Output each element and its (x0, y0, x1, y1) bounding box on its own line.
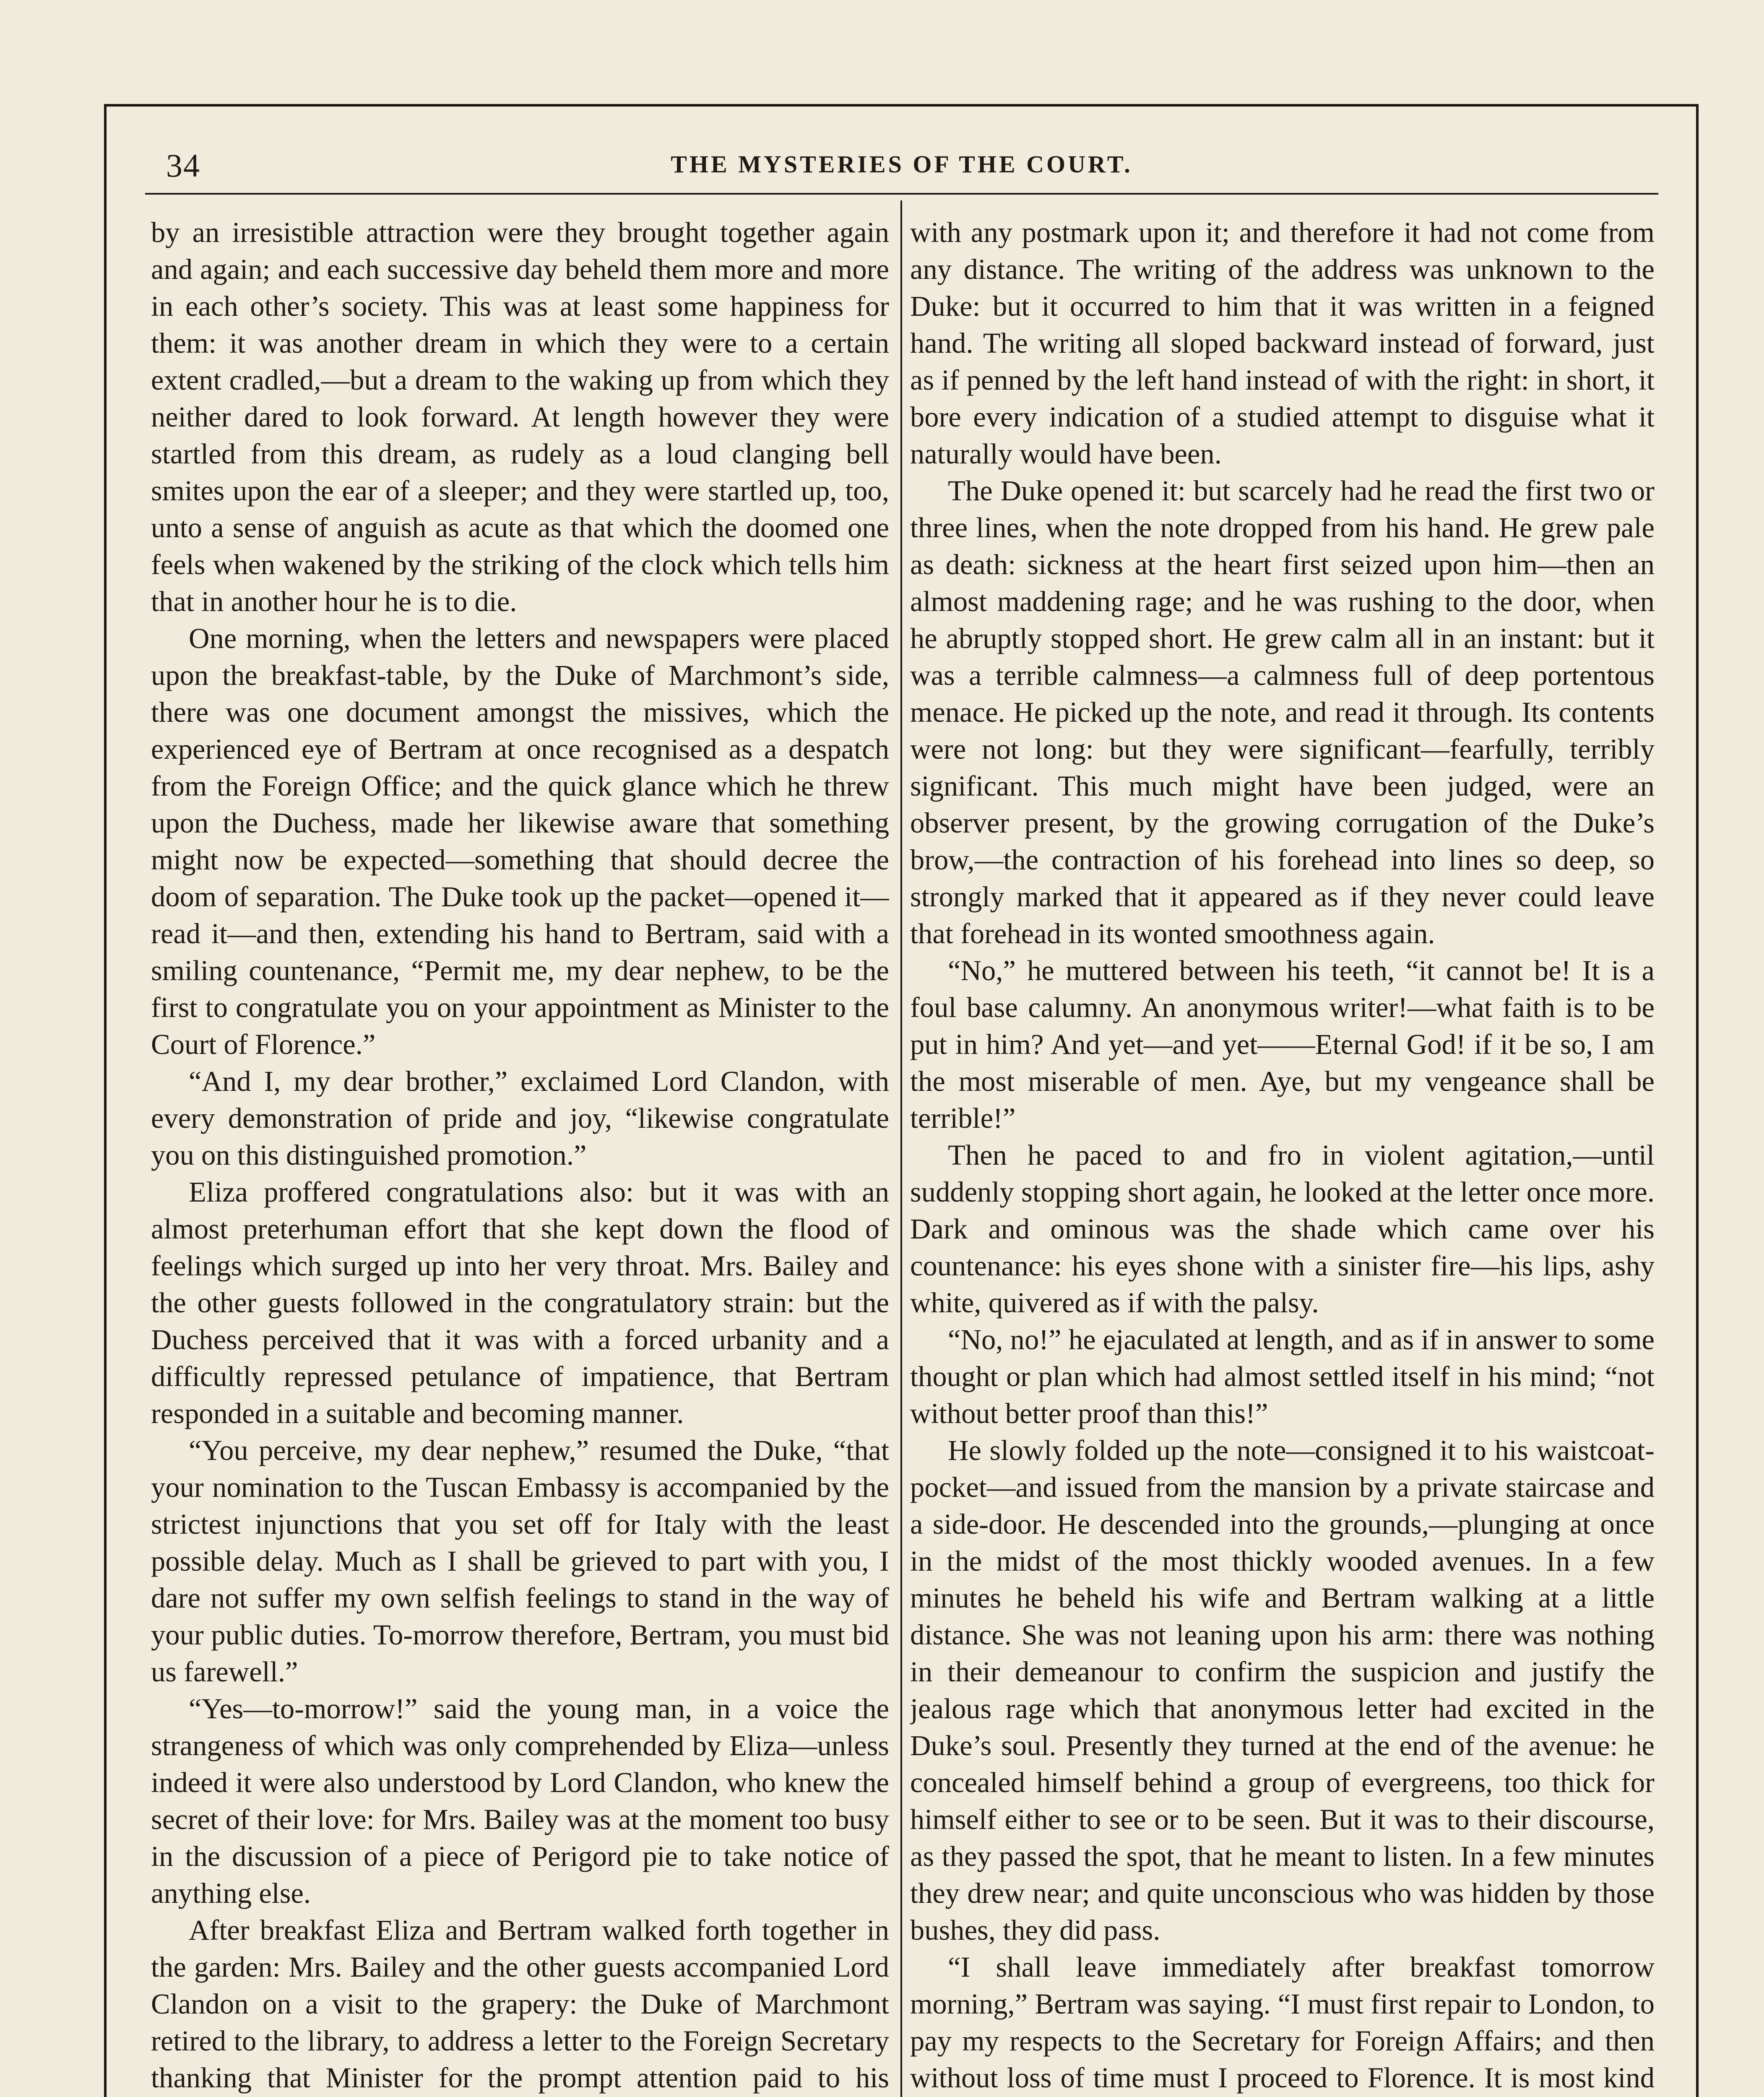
paragraph: “Yes—to-morrow!” said the young man, in a voice the strangeness of which was only comprehended by Eliza—unless indeed it were also understood by Lord Clandon, who knew the secret of their love: for Mrs. Bailey was at the moment too busy in the discussion of a piece of Perigord pie to take notice of anything else. (151, 1693, 889, 1909)
column-divider (900, 200, 902, 2097)
paragraph: The Duke opened it: but scarcely had he read the first two or three lines, when the note dropped from his hand. He grew pale as death: sickness at the heart first seized upon him—then an almost maddening rage; and he was rushing to the door, when he abruptly stopped short. He grew calm all in an instant: but it was a terrible calmness—a calmness full of deep portentous menace. He picked up the note, and read it through. Its contents were not long: but they were significant—fearfully, terribly significant. This much might have been judged, were an observer present, by the growing corrugation of the Duke’s brow,—the contraction of his forehead into lines so deep, so strongly marked that it appeared as if they never could leave that forehead in its wonted smoothness again. (910, 475, 1655, 950)
paragraph: “And I, my dear brother,” exclaimed Lord Clandon, with every demonstration of pride and joy, “likewise congratulate you on this distinguished promotion.” (151, 1065, 889, 1171)
header-rule (145, 193, 1658, 195)
paragraph: with any postmark upon it; and therefore it had not come from any distance. The writing of the address was unknown to the Duke: but it occurred to him that it was written in a feigned hand. The writing all sloped backward instead of forward, just as if penned by the left hand instead of with the right: in short, it bore every indication of a studied attempt to disguise what it naturally would have been. (910, 216, 1655, 470)
right-column (910, 214, 1655, 2097)
paragraph: Eliza proffered congratulations also: but it was with an almost preterhuman effort that she kept down the flood of feelings which surged up into her very throat. Mrs. Bailey and the other guests followed in the congratulatory strain: but the Duchess perceived that it was with a forced urbanity and a difficultly repressed petulance of impatience, that Bertram responded in a suitable and becoming manner. (151, 1176, 889, 1429)
running-title: THE MYSTERIES OF THE COURT. (671, 151, 1133, 178)
paragraph: “You perceive, my dear nephew,” resumed the Duke, “that your nomination to the Tuscan Embassy is accompanied by the strictest injunctions that you set off for Italy with the least possible delay. Much as I shall be grieved to part with you, I dare not suffer my own selfish feelings to stand in the way of your public duties. To-morrow therefore, Bertram, you must bid us farewell.” (151, 1434, 889, 1688)
page-number: 34 (166, 147, 200, 184)
paragraph: One morning, when the letters and newspapers were placed upon the breakfast-table, by the Duke of Marchmont’s side, there was one document amongst the missives, which the experienced eye of Bertram at once recognised as a despatch from the Foreign Office; and the quick glance which he threw upon the Duchess, made her likewise aware that something might now be expected—something that should decree the doom of separation. The Duke took up the packet—opened it—read it—and then, extending his hand to Bertram, said with a smiling countenance, “Permit me, my dear nephew, to be the first to congratulate you on your appointment as Minister to the Court of Florence.” (151, 622, 889, 1060)
paragraph: by an irresistible attraction were they brought together again and again; and each successive day beheld them more and more in each other’s society. This was at least some happiness for them: it was another dream in which they were to a certain extent cradled,—but a dream to the waking up from which they neither dared to look forward. At length however they were startled from this dream, as rudely as a loud clanging bell smites upon the ear of a sleeper; and they were startled up, too, unto a sense of anguish as acute as that which the doomed one feels when wakened by the striking of the clock which tells him that in another hour he is to die. (151, 216, 889, 617)
page-header (145, 138, 1658, 189)
paragraph: “No, no!” he ejaculated at length, and as if in answer to some thought or plan which had almost settled itself in his mind; “not without better proof than this!” (910, 1324, 1655, 1429)
paragraph: He slowly folded up the note—consigned it to his waistcoat-pocket—and issued from the mansion by a private staircase and a side-door. He descended into the grounds,—plunging at once in the midst of the most thickly wooded avenues. In a few minutes he beheld his wife and Bertram walking at a little distance. She was not leaning upon his arm: there was nothing in their demeanour to confirm the suspicion and justify the jealous rage which that anonymous letter had excited in the Duke’s soul. Presently they turned at the end of the avenue: he concealed himself behind a group of evergreens, too thick for himself either to see or to be seen. But it was to their discourse, as they passed the spot, that he meant to listen. In a few minutes they drew near; and quite unconscious who was hidden by those bushes, they did pass. (910, 1434, 1655, 1946)
paragraph: After breakfast Eliza and Bertram walked forth together in the garden: Mrs. Bailey and the other guests accompanied Lord Clandon on a visit to the grapery: the Duke of Marchmont retired to the library, to address a letter to the Foreign Secretary thanking that Minister for the prompt attention paid to his (151, 1914, 889, 2094)
left-column (151, 214, 889, 2097)
paragraph: “I shall leave immediately after breakfast tomorrow morning,” Bertram was saying. “I must first repair to London, to pay my respects to the Secretary for Foreign Affairs; and then without loss of time must I proceed to Florence. It is most kind (910, 1951, 1655, 2094)
paragraph: Then he paced to and fro in violent agitation,—until suddenly stopping short again, he looked at the letter once more. Dark and ominous was the shade which came over his countenance: his eyes shone with a sinister fire—his lips, ashy white, quivered as if with the palsy. (910, 1139, 1655, 1319)
paragraph: “No,” he muttered between his teeth, “it cannot be! It is a foul base calumny. An anonymous writer!—what faith is to be put in him? And yet—and yet——Eternal God! if it be so, I am the most miserable of men. Aye, but my vengeance shall be terrible!” (910, 955, 1655, 1134)
